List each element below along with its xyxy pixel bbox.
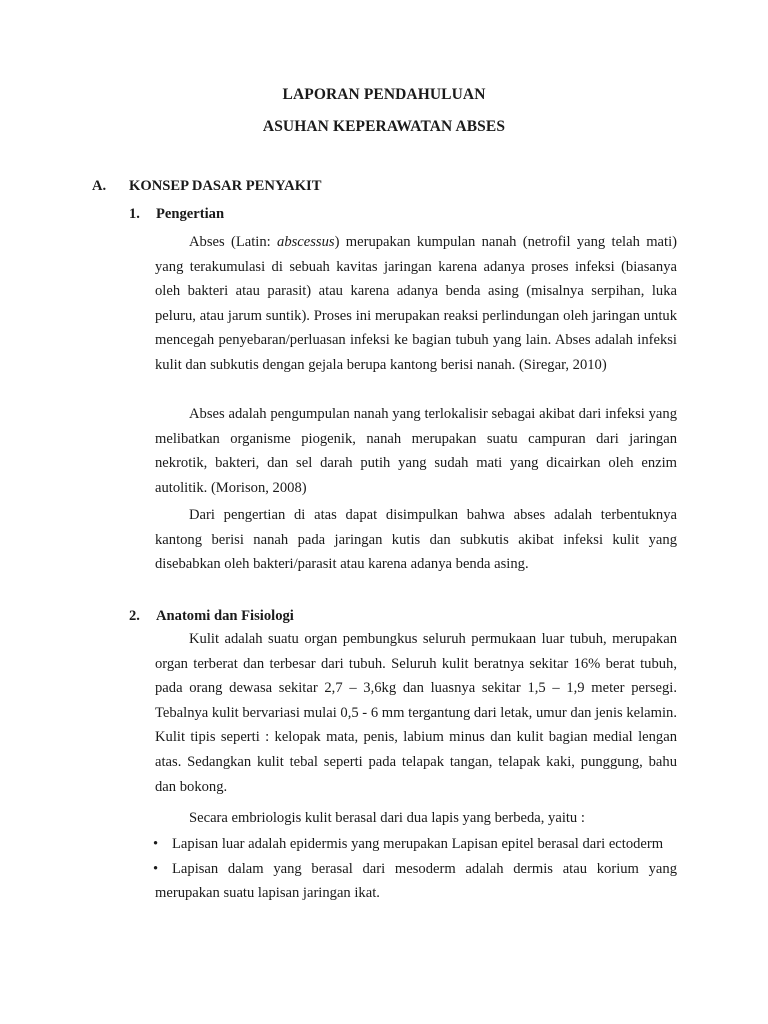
skin-layers-list xyxy=(155,832,677,906)
subsection-1-number: 1. xyxy=(129,206,140,222)
section-a-title: KONSEP DASAR PENYAKIT xyxy=(129,178,322,194)
anatomi-paragraph-1: Kulit adalah suatu organ pembungkus seluruh permukaan luar tubuh, merupakan organ terberat dan terbesar dari tubuh. Seluruh kulit beratnya sekitar 16% berat tubuh, pada orang dewasa sekitar 2,7 – 3,6kg dan luasnya sekitar 1,5 – 1,9 meter persegi. Tebalnya kulit bervariasi mulai 0,5 - 6 mm tergantung dari letak, umur dan jenis kelamin. Kulit tipis seperti : kelopak mata, penis, labium minus dan kulit bagian medial lengan atas. Sedangkan kulit tebal seperti pada telapak tangan, telapak kaki, punggung, bahu dan bokong. xyxy=(155,631,677,795)
list-item-text: Lapisan luar adalah epidermis yang merupakan Lapisan epitel berasal dari ectoderm xyxy=(172,836,664,852)
list-item xyxy=(155,857,677,906)
subsection-1-title: Pengertian xyxy=(156,206,225,222)
latin-term: abscessus xyxy=(277,234,335,250)
pengertian-p1-rest: ) merupakan kumpulan nanah (netrofil yang telah mati) yang terakumulasi di sebuah kavitas jaringan karena adanya proses infeksi (biasanya oleh bakteri atau parasit) atau karena adanya benda asing (misalnya serpihan, luka peluru, atau jarum suntik). Proses ini merupakan reaksi perlindungan oleh jaringan untuk mencegah penyebaran/perluasan infeksi ke bagian tubuh yang lain. Abses adalah infeksi kulit dan subkutis dengan gejala berupa kantong berisi nanah. (Siregar, 2010) xyxy=(155,234,677,373)
report-title: LAPORAN PENDAHULUAN xyxy=(282,86,486,103)
subsection-2-number: 2. xyxy=(129,608,140,624)
list-item xyxy=(155,832,677,857)
section-a-number: A. xyxy=(92,178,107,194)
bullet-icon: • xyxy=(153,860,159,877)
pengertian-paragraph-2: Abses adalah pengumpulan nanah yang terlokalisir sebagai akibat dari infeksi yang melibatkan organisme piogenik, nanah merupakan suatu campuran dari jaringan nekrotik, bakteri, dan sel darah putih yang sudah mati yang dicairkan oleh enzim autolitik. (Morison, 2008) xyxy=(155,406,677,496)
pengertian-paragraph-3: Dari pengertian di atas dapat disimpulkan bahwa abses adalah terbentuknya kantong berisi nanah pada jaringan kutis dan subkutis akibat infeksi kulit yang disebabkan oleh bakteri/parasit atau karena adanya benda asing. xyxy=(155,507,677,573)
pengertian-paragraph-1 xyxy=(155,230,677,378)
subsection-2-title: Anatomi dan Fisiologi xyxy=(156,608,294,624)
report-subtitle: ASUHAN KEPERAWATAN ABSES xyxy=(262,118,506,135)
list-item-text: Lapisan dalam yang berasal dari mesoderm adalah dermis atau korium yang merupakan suatu lapisan jaringan ikat. xyxy=(155,860,677,902)
pengertian-p1-start: Abses (Latin: xyxy=(189,234,278,250)
bullet-icon: • xyxy=(153,836,159,852)
anatomi-paragraph-2: Secara embriologis kulit berasal dari dua lapis yang berbeda, yaitu : xyxy=(189,810,585,826)
